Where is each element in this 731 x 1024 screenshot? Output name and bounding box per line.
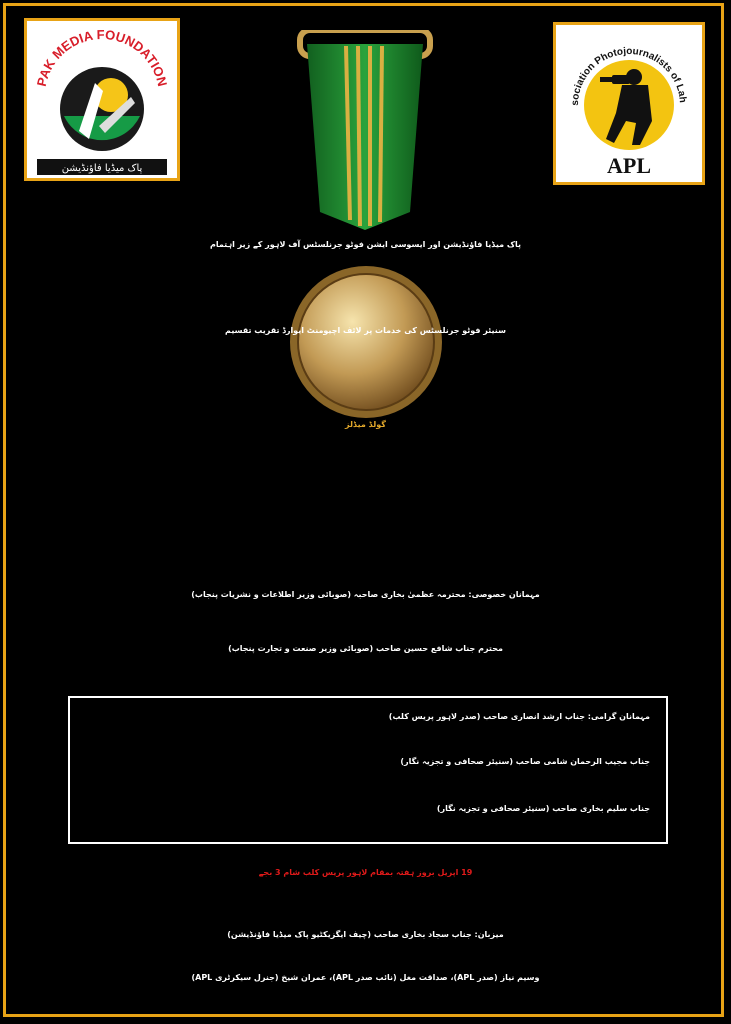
event-time: 19 اپریل بروز ہفتہ بمقام لاہور پریس کلب شام 3 بجے [258,868,473,877]
chief-guest-1: مہمانان خصوصی: محترمہ عظمیٰ بخاری صاحبہ (صوبائی وزیر اطلاعات و نشریات پنجاب) [191,590,540,599]
heading-line-1: پاک میڈیا فاؤنڈیشن اور ایسوسی ایشن فوٹو جرنلسٹس آف لاہور کے زیر اہتمام [209,240,522,249]
pak-media-foundation-logo [24,18,180,181]
gold-medals-title: گولڈ میڈلز [345,420,386,429]
logo-right-abbr: APL [607,153,651,178]
logo-left-urdu: پاک میڈیا فاؤنڈیشن [61,163,143,174]
host-line-1: میزبان: جناب سجاد بخاری صاحب (چیف ایگزیکٹیو پاک میڈیا فاؤنڈیشن) [227,930,504,939]
guest-line-2: جناب مجیب الرحمان شامی صاحب (سنیئر صحافی و تجزیہ نگار) [400,757,650,766]
chief-guest-2: محترم جناب شافع حسین صاحب (صوبائی وزیر صنعت و تجارت پنجاب) [228,644,503,653]
guest-line-1: مہمانان گرامی: جناب ارشد انصاری صاحب (صدر لاہور پریس کلب) [388,712,650,721]
heading-line-2: سنیئر فوٹو جرنلسٹس کی خدمات پر لائف اچیومنٹ ایوارڈ تقریب تقسیم [225,326,506,335]
host-line-2: وسیم نیاز (صدر APL)، صداقت مغل (نائب صدر APL)، عمران شیخ (جنرل سیکرٹری APL) [191,973,540,982]
guest-line-3: جناب سلیم بخاری صاحب (سنیئر صحافی و تجزیہ نگار) [436,804,650,813]
medal-disc [286,262,446,422]
apl-logo [553,22,705,185]
gold-medal-icon [280,30,450,230]
logo-left-name: PAK MEDIA FOUNDATION [33,26,171,88]
logo-right-arc: sociation Photojournalists of Lah [569,45,689,106]
